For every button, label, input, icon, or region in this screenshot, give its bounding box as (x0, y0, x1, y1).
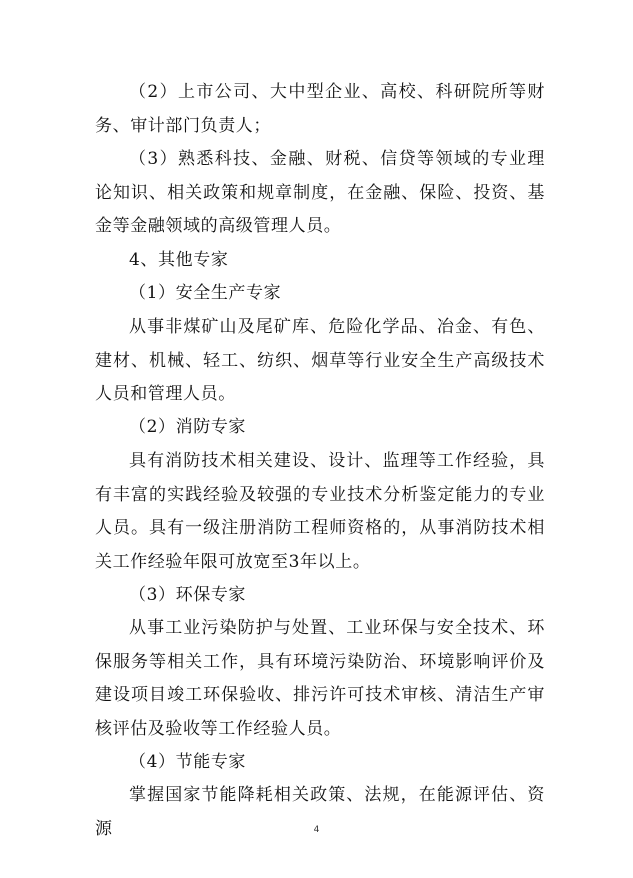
subheading-safety-experts: （1）安全生产专家 (129, 283, 282, 303)
paragraph-energy-experts: 掌握国家节能降耗相关政策、法规，在能源评估、资源 (95, 785, 545, 839)
paragraph-fire-experts: 具有消防技术相关建设、设计、监理等工作经验，具有丰富的实践经验及较强的专业技术分析鉴定能力的专业人员。具有一级注册消防工程师资格的，从事消防技术相关工作经验年限可放宽至3年以上。 (95, 451, 545, 572)
paragraph-safety-experts: 从事非煤矿山及尾矿库、危险化学品、冶金、有色、建材、机械、轻工、纺织、烟草等行业安全生产高级技术人员和管理人员。 (95, 317, 545, 405)
page-number: 4 (313, 825, 320, 835)
subheading-energy-experts: （4）节能专家 (129, 752, 247, 772)
paragraph-finance-auditors: （2）上市公司、大中型企业、高校、科研院所等财务、审计部门负责人； (95, 82, 545, 136)
section-heading-other-experts: 4、其他专家 (129, 250, 229, 270)
paragraph-environment-experts: 从事工业污染防护与处置、工业环保与安全技术、环保服务等相关工作，具有环境污染防治、环境影响评价及建设项目竣工环保验收、排污许可技术审核、清洁生产审核评估及验收等工作经验人员。 (95, 618, 545, 739)
subheading-environment-experts: （3）环保专家 (129, 585, 247, 605)
paragraph-finance-managers: （3）熟悉科技、金融、财税、信贷等领域的专业理论知识、相关政策和规章制度，在金融、保险、投资、基金等金融领域的高级管理人员。 (95, 149, 545, 237)
subheading-fire-experts: （2）消防专家 (129, 417, 247, 437)
